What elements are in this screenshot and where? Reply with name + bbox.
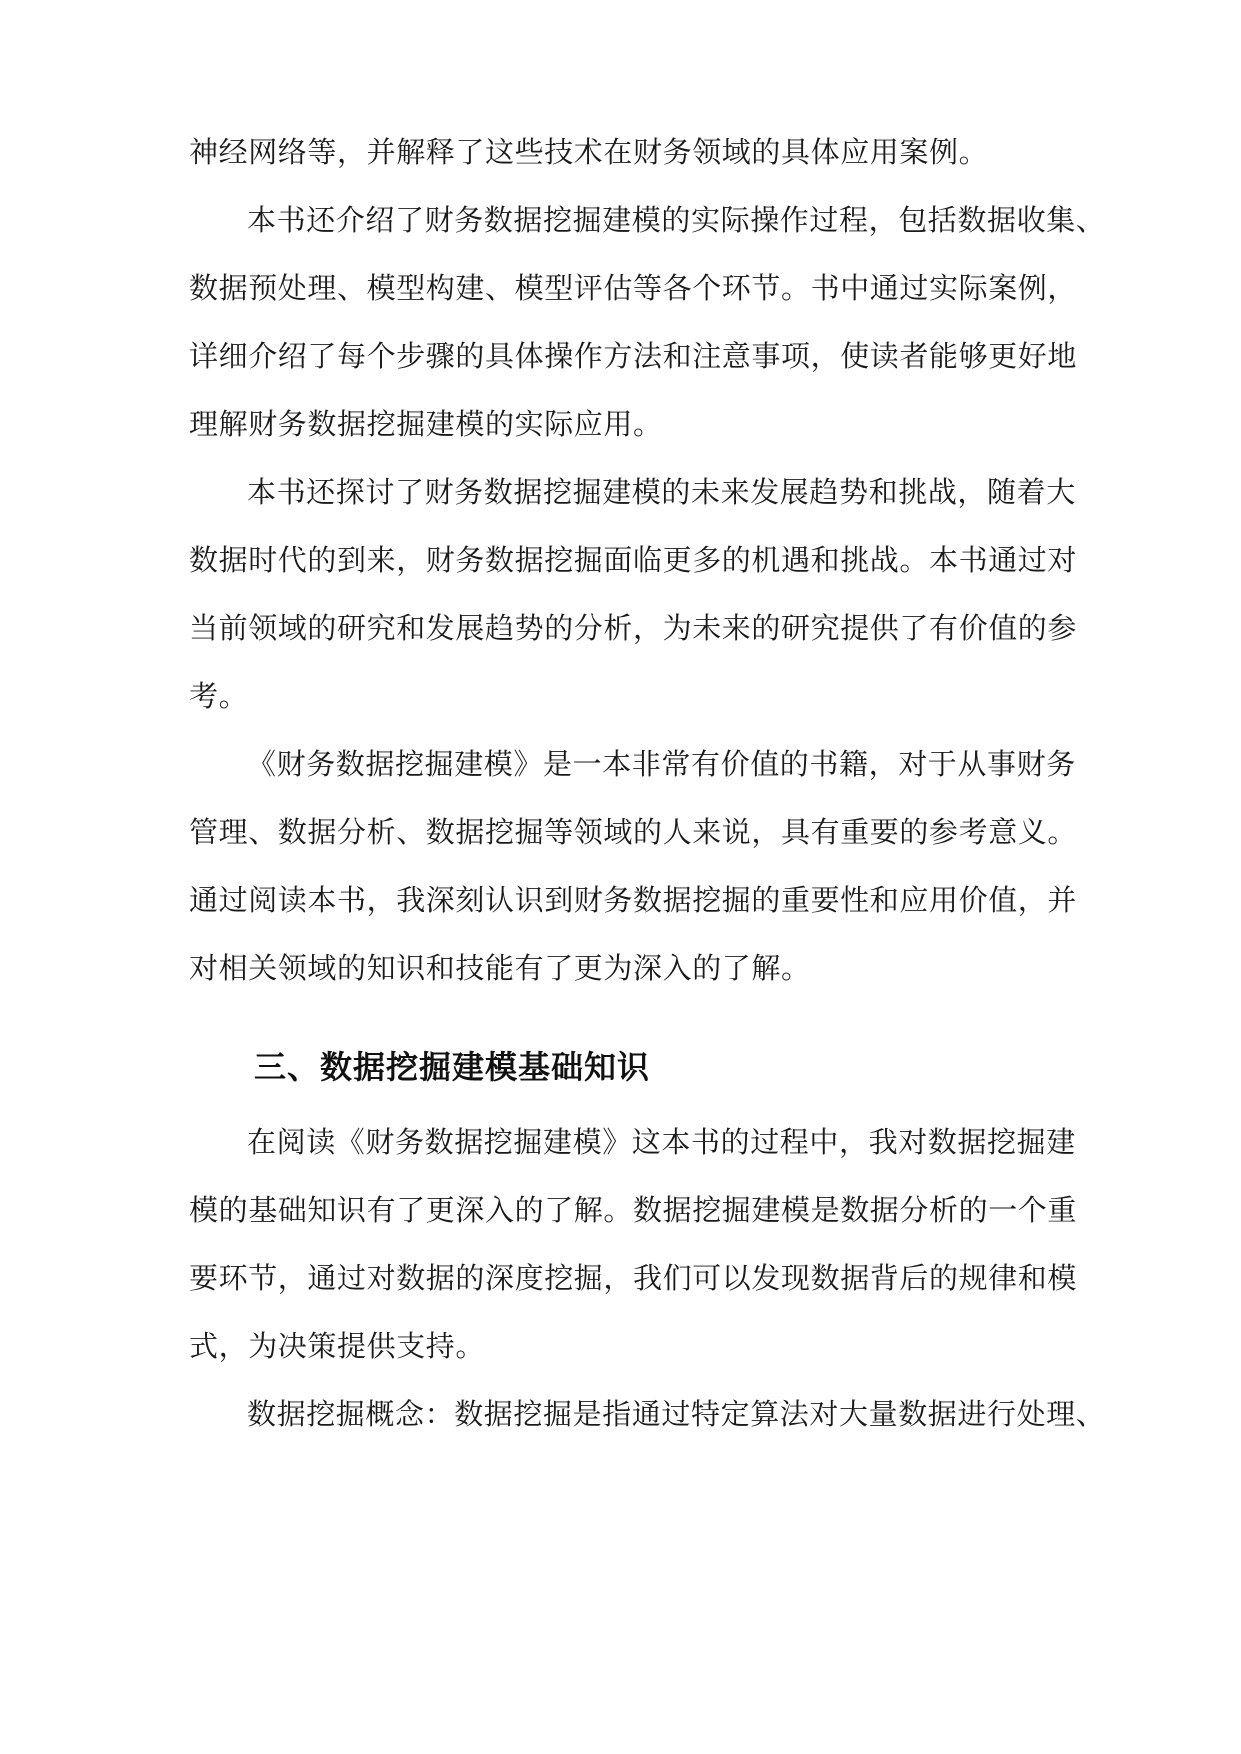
text-line: 当前领域的研究和发展趋势的分析，为未来的研究提供了有价值的参 xyxy=(189,611,1078,645)
text-line: 要环节，通过对数据的深度挖掘，我们可以发现数据背后的规律和模 xyxy=(189,1261,1078,1295)
text-line: 在阅读《财务数据挖掘建模》这本书的过程中，我对数据挖掘建 xyxy=(247,1125,1076,1159)
text-line: 数据预处理、模型构建、模型评估等各个环节。书中通过实际案例， xyxy=(189,271,1078,305)
text-line: 式，为决策提供支持。 xyxy=(189,1329,486,1363)
text-line: 管理、数据分析、数据挖掘等领域的人来说，具有重要的参考意义。 xyxy=(189,815,1078,849)
section-heading: 三、数据挖掘建模基础知识 xyxy=(254,1048,651,1086)
text-line: 神经网络等，并解释了这些技术在财务领域的具体应用案例。 xyxy=(189,135,989,169)
text-line: 对相关领域的知识和技能有了更为深入的了解。 xyxy=(189,951,811,985)
text-line: 理解财务数据挖掘建模的实际应用。 xyxy=(189,407,663,441)
text-line: 通过阅读本书，我深刻认识到财务数据挖掘的重要性和应用价值，并 xyxy=(189,883,1078,917)
text-line: 模的基础知识有了更深入的了解。数据挖掘建模是数据分析的一个重 xyxy=(189,1193,1078,1227)
text-line: 考。 xyxy=(189,679,249,713)
text-line: 《财务数据挖掘建模》是一本非常有价值的书籍，对于从事财务 xyxy=(247,747,1076,781)
text-line: 详细介绍了每个步骤的具体操作方法和注意事项，使读者能够更好地 xyxy=(189,339,1078,373)
text-line: 本书还探讨了财务数据挖掘建模的未来发展趋势和挑战，随着大 xyxy=(247,475,1076,509)
text-line: 本书还介绍了财务数据挖掘建模的实际操作过程，包括数据收集、 xyxy=(247,203,1106,237)
text-line: 数据时代的到来，财务数据挖掘面临更多的机遇和挑战。本书通过对 xyxy=(189,543,1078,577)
text-line: 数据挖掘概念：数据挖掘是指通过特定算法对大量数据进行处理、 xyxy=(247,1397,1106,1431)
